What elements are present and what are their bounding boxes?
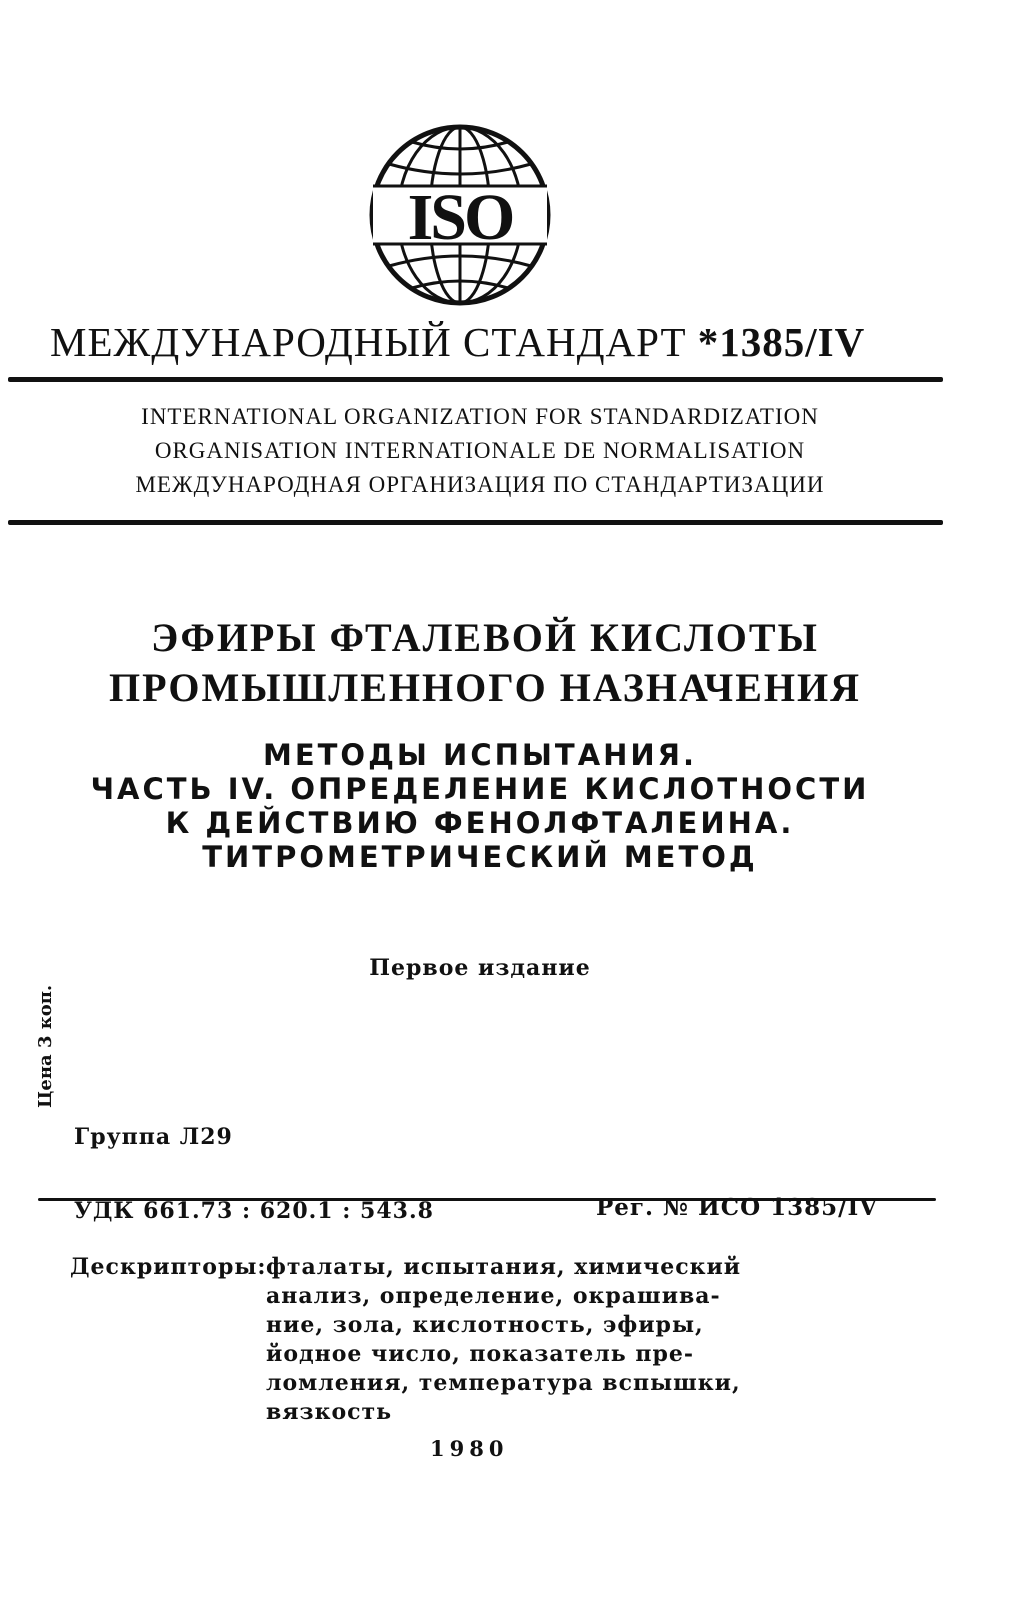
publication-year: 1980 [430, 1436, 509, 1461]
divider-middle [8, 520, 943, 525]
organization-name-en: INTERNATIONAL ORGANIZATION FOR STANDARDIZATION [141, 404, 819, 429]
group-label: Группа Л29 [74, 1124, 233, 1150]
document-subtitle-line-2: ЧАСТЬ IV. ОПРЕДЕЛЕНИЕ КИСЛОТНОСТИ [90, 772, 870, 806]
document-subtitle-line-4: ТИТРОМЕТРИЧЕСКИЙ МЕТОД [202, 840, 758, 874]
descriptors-line: фталаты, испытания, химический [266, 1254, 742, 1280]
standard-number: *1385/IV [697, 319, 866, 365]
iso-logo-text: ISO [407, 181, 513, 254]
document-subtitle-line-3: К ДЕЙСТВИЮ ФЕНОЛФТАЛЕИНА. [165, 806, 795, 840]
organization-name-fr: ORGANISATION INTERNATIONALE DE NORMALISATION [154, 438, 806, 463]
iso-globe-icon [367, 122, 553, 308]
standard-label: МЕЖДУНАРОДНЫЙ СТАНДАРТ [50, 319, 687, 365]
edition-label: Первое издание [369, 955, 591, 981]
descriptors-line: анализ, определение, окрашива- [266, 1283, 721, 1309]
descriptors-line: йодное число, показатель пре- [266, 1341, 694, 1367]
registration-number: Рег. № ИСО 1385/IV [596, 1194, 879, 1221]
document-title-line-2: ПРОМЫШЛЕННОГО НАЗНАЧЕНИЯ [109, 665, 861, 710]
descriptors-line: ломления, температура вспышки, [266, 1370, 741, 1396]
descriptors-line: ние, зола, кислотность, эфиры, [266, 1312, 704, 1338]
document-title-line-1: ЭФИРЫ ФТАЛЕВОЙ КИСЛОТЫ [151, 615, 819, 660]
udc-code: УДК 661.73 : 620.1 : 543.8 [74, 1198, 434, 1224]
standard-heading [50, 318, 960, 366]
divider-top [8, 377, 943, 382]
descriptors-line: вязкость [266, 1399, 393, 1425]
descriptors-label: Дескрипторы: [70, 1254, 267, 1280]
organization-name-ru: МЕЖДУНАРОДНАЯ ОРГАНИЗАЦИЯ ПО СТАНДАРТИЗАЦИИ [135, 472, 825, 497]
document-subtitle-line-1: МЕТОДЫ ИСПЫТАНИЯ. [262, 738, 698, 772]
price-label: Цена 3 коп. [35, 984, 56, 1108]
